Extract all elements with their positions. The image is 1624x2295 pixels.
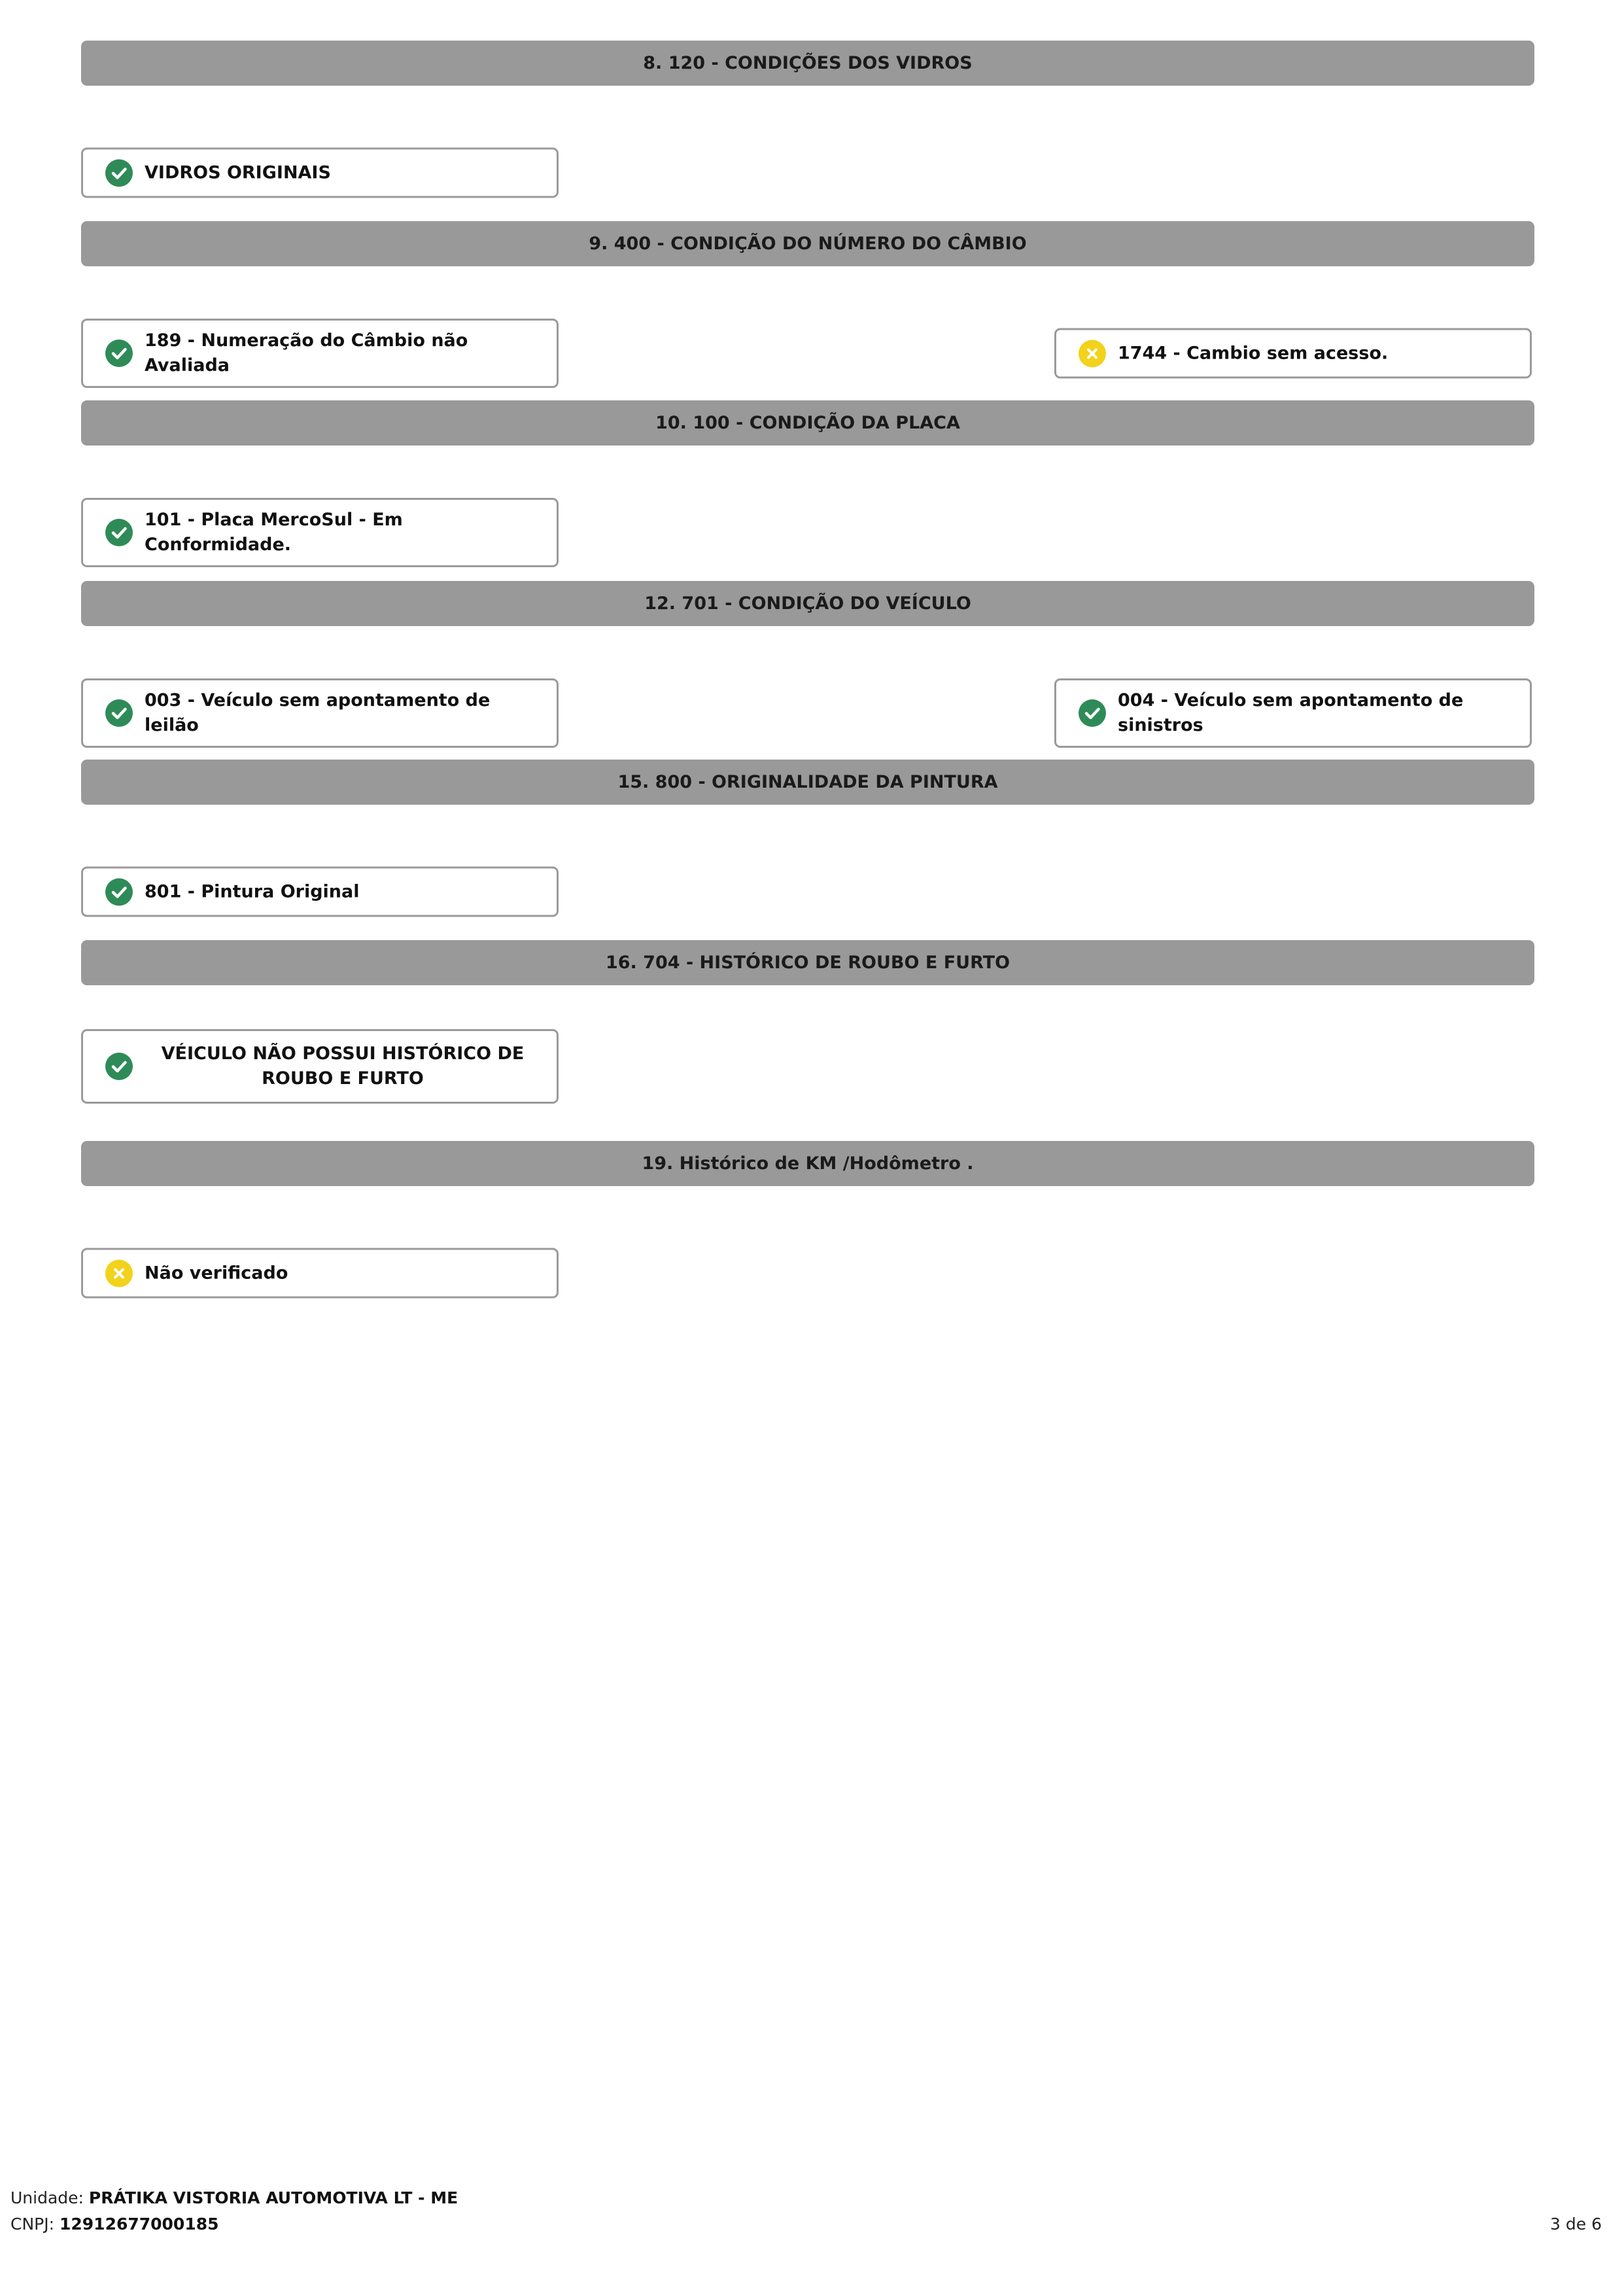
section-items <box>81 1186 1534 1317</box>
check-circle-icon <box>105 159 133 186</box>
status-item <box>1054 328 1532 379</box>
x-circle-icon <box>105 1259 133 1287</box>
section-header: 8. 120 - CONDIÇÕES DOS VIDROS <box>81 41 1534 86</box>
check-circle-icon <box>105 519 133 546</box>
page-number: 3 de 6 <box>1550 2215 1602 2234</box>
status-item <box>81 1248 559 1299</box>
section-header: 16. 704 - HISTÓRICO DE ROUBO E FURTO <box>81 940 1534 985</box>
section-items <box>81 86 1534 217</box>
check-circle-icon <box>105 340 133 367</box>
status-item <box>81 498 559 567</box>
status-item-label: 801 - Pintura Original <box>145 881 360 902</box>
x-circle-icon <box>1079 340 1106 367</box>
section-header: 19. Histórico de KM /Hodômetro . <box>81 1141 1534 1186</box>
cnpj-value: 12912677000185 <box>59 2215 219 2234</box>
status-item <box>81 1029 559 1104</box>
status-item-label: 003 - Veículo sem apontamento de leilão <box>145 690 491 735</box>
footer-unidade <box>10 2185 458 2211</box>
section-pintura <box>81 760 1534 936</box>
footer-company-info <box>10 2185 458 2237</box>
footer-cnpj <box>10 2211 458 2237</box>
status-item-label: 1744 - Cambio sem acesso. <box>1118 343 1389 363</box>
status-item <box>1054 678 1532 748</box>
section-items <box>81 805 1534 936</box>
section-placa <box>81 400 1534 576</box>
section-items <box>81 266 1534 397</box>
status-item <box>81 867 559 917</box>
section-items <box>81 446 1534 576</box>
section-veiculo <box>81 581 1534 757</box>
check-circle-icon <box>105 878 133 905</box>
section-header: 15. 800 - ORIGINALIDADE DA PINTURA <box>81 760 1534 805</box>
unidade-label: Unidade: <box>10 2188 84 2207</box>
status-item-label: 004 - Veículo sem apontamento de sinistros <box>1118 690 1464 735</box>
section-roubo-furto <box>81 940 1534 1116</box>
status-item-label: VIDROS ORIGINAIS <box>145 162 331 183</box>
section-items <box>81 985 1534 1116</box>
section-header: 10. 100 - CONDIÇÃO DA PLACA <box>81 400 1534 446</box>
unidade-value: PRÁTIKA VISTORIA AUTOMOTIVA LT - ME <box>88 2188 458 2207</box>
cnpj-label: CNPJ: <box>10 2215 55 2234</box>
section-header: 12. 701 - CONDIÇÃO DO VEÍCULO <box>81 581 1534 626</box>
section-header: 9. 400 - CONDIÇÃO DO NÚMERO DO CÂMBIO <box>81 221 1534 266</box>
check-circle-icon <box>105 699 133 727</box>
status-item-label: 189 - Numeração do Câmbio não Avaliada <box>145 330 468 376</box>
status-item <box>81 678 559 748</box>
check-circle-icon <box>105 1053 133 1080</box>
status-item-label: 101 - Placa MercoSul - Em Conformidade. <box>145 510 403 555</box>
check-circle-icon <box>1079 699 1106 727</box>
status-item <box>81 319 559 388</box>
section-hodometro <box>81 1141 1534 1317</box>
section-items <box>81 626 1534 757</box>
section-vidros <box>81 41 1534 217</box>
section-cambio <box>81 221 1534 397</box>
status-item-label: VÉICULO NÃO POSSUI HISTÓRICO DE ROUBO E FURTO <box>161 1043 525 1089</box>
status-item-label: Não verificado <box>145 1263 288 1283</box>
status-item <box>81 148 559 198</box>
